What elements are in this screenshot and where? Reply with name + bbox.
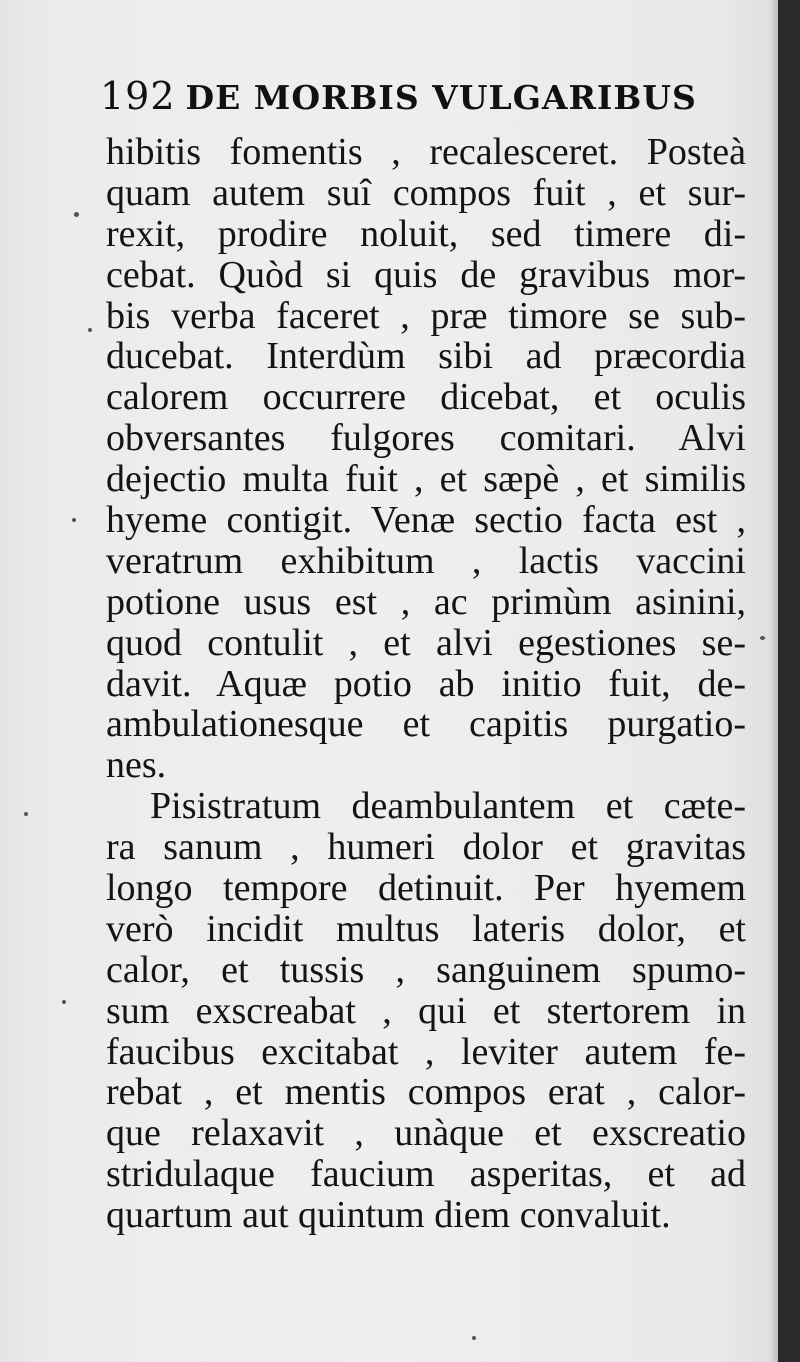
paper-speck bbox=[24, 812, 28, 816]
text-line: hibitis fomentis , recalesceret. Posteà bbox=[106, 131, 746, 173]
paper-speck bbox=[74, 212, 79, 217]
text-line: quam autem suî compos fuit , et sur- bbox=[106, 171, 746, 214]
paper-speck bbox=[472, 1336, 476, 1340]
text-line: faucibus excitabat , leviter autem fe- bbox=[106, 1030, 746, 1073]
text-line: potione usus est , ac primùm asinini, bbox=[106, 580, 746, 623]
text-line: nes. bbox=[106, 744, 167, 787]
text-line: ducebat. Interdùm sibi ad præcordia bbox=[106, 335, 746, 378]
text-line: sum exscreabat , qui et stertorem in bbox=[106, 989, 746, 1032]
text-line: calorem occurrere dicebat, et oculis bbox=[106, 376, 746, 419]
paper-speck bbox=[88, 328, 92, 332]
text-line: stridulaque faucium asperitas, et ad bbox=[106, 1153, 746, 1196]
text-line: rebat , et mentis compos erat , calor- bbox=[106, 1071, 746, 1114]
text-line: longo tempore detinuit. Per hyemem bbox=[106, 867, 746, 910]
text-line: cebat. Quòd si quis de gravibus mor- bbox=[106, 253, 746, 296]
paragraph-first-line: Pisistratum deambulantem et cæte- bbox=[150, 785, 746, 828]
text-line: ra sanum , humeri dolor et gravitas bbox=[106, 826, 746, 869]
running-title: DE MORBIS VULGARIBUS bbox=[185, 78, 697, 117]
running-header bbox=[100, 74, 720, 118]
text-line: veratrum exhibitum , lactis vaccini bbox=[106, 539, 746, 582]
text-line: davit. Aquæ potio ab initio fuit, de- bbox=[106, 662, 746, 705]
text-line: bis verba faceret , præ timore se sub- bbox=[106, 294, 746, 337]
text-line: rexit, prodire noluit, sed timere di- bbox=[106, 212, 746, 255]
text-line: calor, et tussis , sanguinem spumo- bbox=[106, 948, 746, 991]
text-line: ambulationesque et capitis purgatio- bbox=[106, 703, 746, 746]
text-line: quod contulit , et alvi egestiones se- bbox=[106, 621, 746, 664]
text-line: obversantes fulgores comitari. Alvi bbox=[106, 417, 746, 460]
paper-speck bbox=[760, 636, 765, 640]
text-line: dejectio multa fuit , et sæpè , et similis bbox=[106, 458, 746, 501]
text-line: verò incidit multus lateris dolor, et bbox=[106, 907, 746, 950]
page-number: 192 bbox=[100, 74, 176, 118]
text-line: que relaxavit , unàque et exscreatio bbox=[106, 1112, 746, 1155]
paper-speck bbox=[72, 518, 76, 522]
body-text bbox=[106, 132, 746, 1236]
text-line: quartum aut quintum diem convaluit. bbox=[106, 1194, 671, 1237]
paper-speck bbox=[62, 1000, 66, 1004]
text-line: hyeme contigit. Venæ sectio facta est , bbox=[106, 499, 746, 542]
